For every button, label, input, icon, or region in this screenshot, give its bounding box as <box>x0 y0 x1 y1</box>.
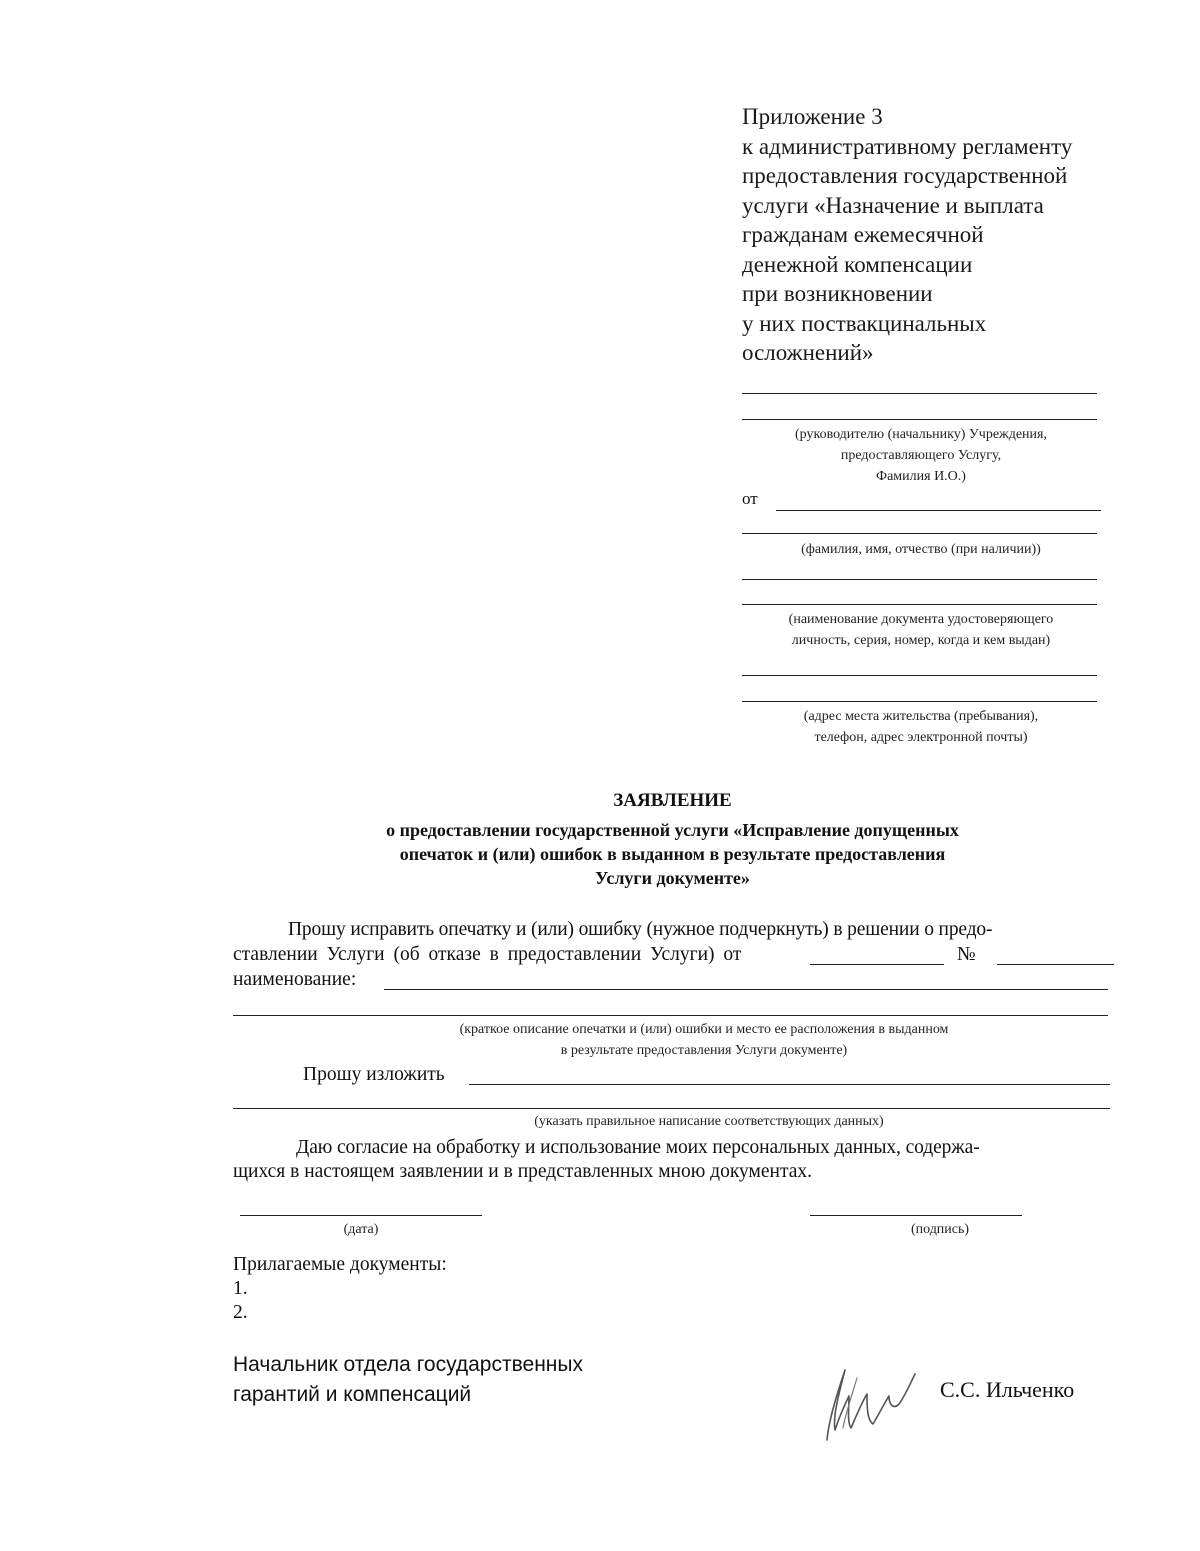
date-caption: (дата) <box>343 1222 379 1237</box>
consent-paragraph: щихся в настоящем заявлении и в представленных мною документах. <box>233 1161 813 1182</box>
position-title: Начальник отдела государственных гарантий и компенсаций <box>233 1353 583 1406</box>
title-line: о предоставлении государственной услуги «Исправление допущенных <box>386 820 959 840</box>
document-fill-line[interactable] <box>742 579 1097 580</box>
handwritten-signature <box>815 1348 925 1448</box>
request-paragraph: Прошу исправить опечатку и (или) ошибку (нужное подчеркнуть) в решении о предо- <box>288 919 993 940</box>
title-line: опечаток и (или) ошибок в выданном в результате предоставления <box>399 844 946 864</box>
appendix-block <box>742 102 1072 368</box>
head-fill-line[interactable] <box>742 393 1097 394</box>
date-field[interactable] <box>240 1215 482 1216</box>
address-caption: (адрес места жительства (пребывания), телефон, адрес электронной почты) <box>803 709 1039 745</box>
from-fill-line[interactable] <box>742 533 1097 534</box>
correct-text-field[interactable] <box>469 1084 1110 1085</box>
address-fill-line[interactable] <box>742 675 1097 676</box>
correct-text-caption: (указать правильное написание соответствующих данных) <box>534 1114 884 1129</box>
correct-text-field[interactable] <box>233 1108 1110 1109</box>
appendix-line: гражданам ежемесячной <box>742 222 984 247</box>
attachment-item: 2. <box>233 1302 248 1323</box>
error-description-field[interactable] <box>233 1015 1108 1016</box>
error-description-caption: (краткое описание опечатки и (или) ошибки и место ее расположения в выданном в результате предоставления Услуги документе) <box>459 1022 949 1058</box>
address-fill-line[interactable] <box>742 701 1097 702</box>
title-line: Услуги документе» <box>595 868 750 888</box>
document-caption: (наименование документа удостоверяющего личность, серия, номер, когда и кем выдан) <box>788 612 1054 648</box>
attachment-item: 1. <box>233 1278 248 1299</box>
appendix-line: осложнений» <box>742 340 874 365</box>
signature-field[interactable] <box>810 1215 1022 1216</box>
appendix-line: предоставления государственной <box>742 163 1068 188</box>
from-fill-line[interactable] <box>776 510 1101 511</box>
decision-number-field[interactable] <box>997 964 1114 965</box>
appendix-line: услуги «Назначение и выплата <box>742 192 1044 218</box>
head-caption: (руководителю (начальнику) Учреждения, предоставляющего Услугу, Фамилия И.О.) <box>795 427 1047 484</box>
appendix-line: у них поствакцинальных <box>742 310 987 336</box>
from-label: от <box>742 489 758 508</box>
appendix-line: Приложение 3 <box>742 104 883 129</box>
appendix-line: к административному регламенту <box>742 133 1073 159</box>
appendix-line: денежной компенсации <box>742 251 973 277</box>
signature-caption: (подпись) <box>910 1222 970 1237</box>
name-label: наименование: <box>233 969 357 990</box>
attachments-label: Прилагаемые документы: <box>233 1254 447 1275</box>
name-caption: (фамилия, имя, отчество (при наличии)) <box>801 542 1041 557</box>
number-sign: № <box>957 944 976 965</box>
document-title: ЗАЯВЛЕНИЕ <box>613 790 732 811</box>
document-fill-line[interactable] <box>742 604 1097 605</box>
appendix-line: при возникновении <box>742 281 933 306</box>
state-label: Прошу изложить <box>303 1064 445 1085</box>
decision-date-field[interactable] <box>810 964 944 965</box>
consent-paragraph: Даю согласие на обработку и использование моих персональных данных, содержа- <box>296 1137 980 1158</box>
request-paragraph: ставлении Услуги (об отказе в предоставлении Услуги) от <box>233 944 742 965</box>
head-fill-line[interactable] <box>742 419 1097 420</box>
name-field[interactable] <box>384 989 1108 990</box>
signer-name: С.С. Ильченко <box>940 1377 1075 1402</box>
